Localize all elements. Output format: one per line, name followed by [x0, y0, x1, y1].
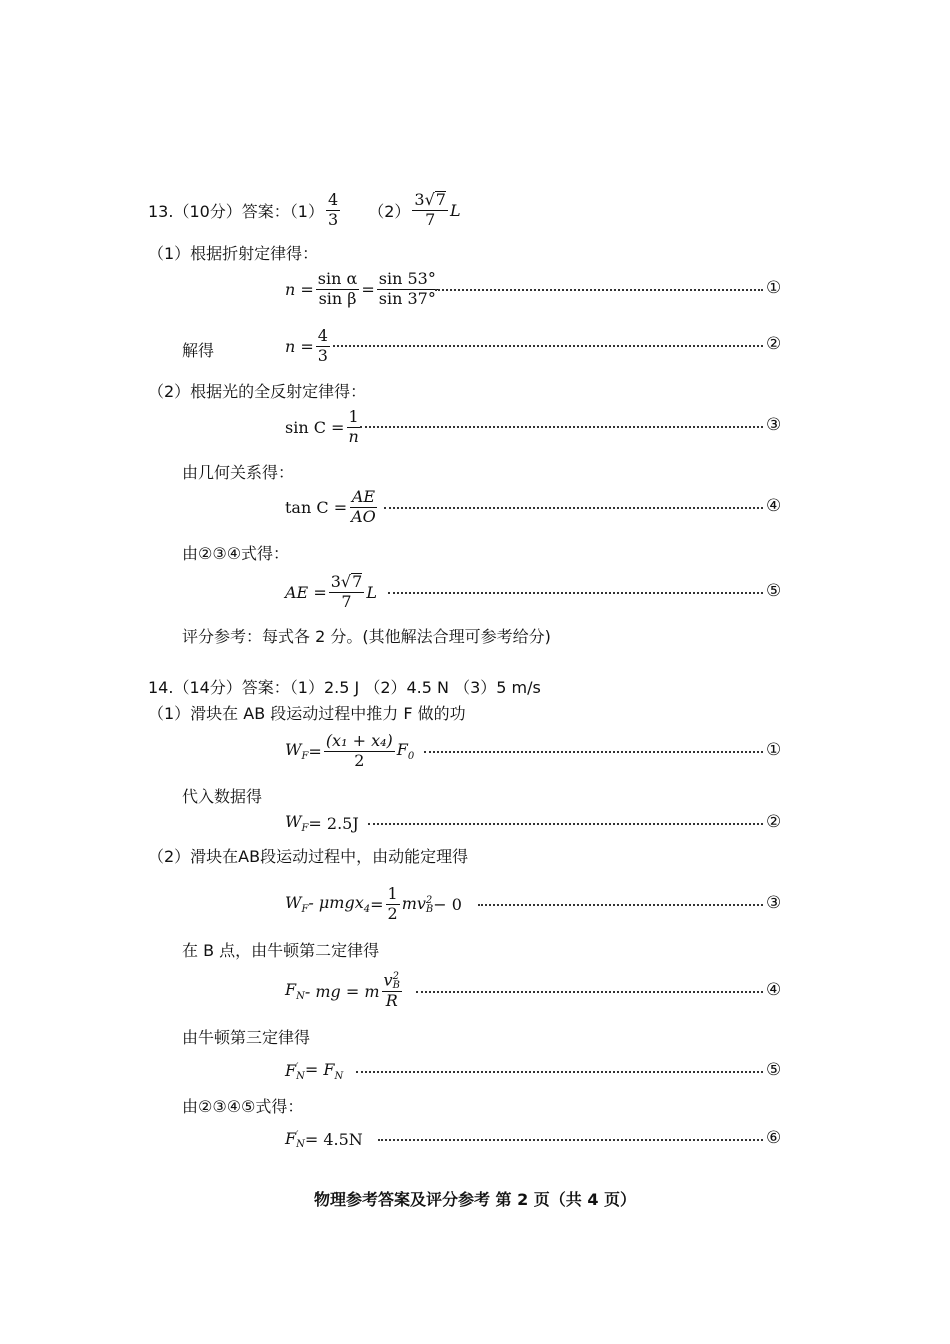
- q14-eq3-rhs-sup: 2: [425, 894, 433, 906]
- q14-eq5: [285, 1056, 343, 1086]
- sqrt-icon: √ 7: [424, 190, 446, 210]
- q13-eq3-num: 1: [348, 406, 359, 426]
- q14-eq4-lhs: [285, 980, 305, 1002]
- q13-solve-label: 解得: [182, 341, 215, 360]
- q14-eq3-equals: =: [370, 894, 384, 914]
- q14-eq1-equals: =: [308, 741, 322, 761]
- q13-answer2-label: （2）: [368, 201, 411, 221]
- q13-eq5-numerator: [329, 573, 365, 593]
- q14-eq2-marker: ②: [766, 812, 782, 832]
- q13-eq4-den: AO: [351, 506, 376, 526]
- q14-eq1-rhs: [397, 740, 414, 762]
- page-footer: 物理参考答案及评分参考 第 2 页（共 4 页）: [313, 1190, 637, 1209]
- q13-header-prefix: 13.（10分）答案：（1）: [148, 201, 324, 221]
- q13-eq5-marker: ⑤: [766, 581, 782, 601]
- q14-eq3-lhs-main: W: [285, 892, 302, 912]
- q14-eq4-num-main: v: [383, 970, 393, 990]
- q13-eq2-fraction: [316, 325, 330, 365]
- q14-part2-title: （2）滑块在AB段运动过程中，由动能定理得: [148, 847, 469, 866]
- q14-eq6: [285, 1124, 363, 1154]
- q14-eq3-lhs: [285, 893, 308, 915]
- q14-eq6-marker: ⑥: [766, 1128, 782, 1148]
- q14-eq3-rhs: [402, 894, 434, 914]
- q13-eq2-num: 4: [317, 325, 328, 345]
- q14-eq3-num: 1: [387, 883, 398, 903]
- q13-scoring-note: 评分参考：每式各 2 分。(其他解法合理可参考给分): [182, 627, 551, 646]
- q14-eq2-lhs-sub: F: [301, 823, 309, 835]
- q13-eq1-leader: [435, 289, 763, 291]
- q13-eq5-radicand: 7: [352, 572, 363, 592]
- q13-answer2-coef: 3: [414, 190, 425, 210]
- q14-combine-label: 由②③④⑤式得：: [182, 1097, 304, 1116]
- q13-answer2-denominator: 7: [425, 210, 436, 229]
- q13-header: [148, 188, 461, 232]
- q14-eq4-mid: - mg = m: [304, 981, 380, 1001]
- q14-eq3-den: 2: [387, 903, 398, 923]
- q14-eq4-lhs-main: F: [285, 979, 297, 999]
- q14-eq2-lhs: [285, 812, 308, 834]
- q13-eq1-f1-num: sin α: [317, 268, 358, 288]
- q13-eq1-f2-num: sin 53°: [378, 268, 436, 288]
- q13-eq4-lhs: tan C =: [285, 497, 348, 517]
- q14-eq4-den: R: [385, 991, 398, 1011]
- q14-eq1-fraction: [324, 730, 395, 770]
- q14-b-point-label: 在 B 点，由牛顿第二定律得: [182, 941, 380, 960]
- q14-eq6-lhs-main: F: [285, 1129, 297, 1149]
- q14-eq5-rhs-main: = F: [304, 1059, 335, 1079]
- q14-part1-title: （1）滑块在 AB 段运动过程中推力 F 做的功: [148, 704, 466, 723]
- q14-eq5-marker: ⑤: [766, 1060, 782, 1080]
- q14-eq2-rhs: = 2.5J: [308, 813, 359, 833]
- q13-eq2-lhs: n =: [285, 336, 314, 356]
- q14-subst-label: 代入数据得: [182, 787, 263, 806]
- q13-answer1-numerator: 4: [328, 189, 339, 209]
- q14-eq3-mid-main: - μmgx: [308, 892, 364, 912]
- q13-eq1-fraction1: [316, 268, 360, 308]
- q13-eq2: [285, 324, 332, 368]
- q13-eq3-den: n: [348, 426, 359, 446]
- q13-eq5-coef: 3: [330, 572, 341, 592]
- q14-eq4-lhs-sub: N: [296, 991, 305, 1003]
- q13-eq4-marker: ④: [766, 496, 782, 516]
- q14-eq6-lhs-sub: N: [296, 1138, 305, 1150]
- q14-eq1-rhs-main: F: [396, 739, 408, 759]
- q13-eq1-equals: =: [361, 279, 375, 299]
- q14-eq1-leader: [424, 751, 763, 753]
- q14-eq3-mid-sub: 4: [363, 904, 371, 916]
- q14-eq3-marker: ③: [766, 893, 782, 913]
- q14-eq5-lhs: [285, 1061, 305, 1081]
- q14-eq1-rhs-sub: 0: [407, 751, 415, 763]
- q13-eq5: [285, 568, 377, 616]
- q14-eq5-lhs-sub: N: [296, 1070, 305, 1082]
- q14-eq1-num: (x₁ + x₄): [325, 730, 393, 750]
- q13-answer2-radicand: 7: [435, 190, 446, 210]
- q13-geo-label: 由几何关系得：: [182, 463, 295, 482]
- q13-eq1-lhs: n =: [285, 279, 314, 299]
- q14-eq2-leader: [368, 823, 763, 825]
- q13-part1-title: （1）根据折射定律得：: [148, 244, 319, 263]
- q14-eq1-lhs-main: W: [285, 739, 302, 759]
- q14-eq1-marker: ①: [766, 740, 782, 760]
- q13-eq5-den: 7: [341, 592, 352, 611]
- q13-eq3: [285, 405, 363, 449]
- q13-eq1-fraction2: [377, 268, 438, 308]
- q13-eq5-unit: L: [366, 582, 377, 602]
- q13-answer2-unit: L: [449, 200, 461, 220]
- q13-eq1-f1-den: sin β: [318, 288, 357, 308]
- q14-eq3-rhs-sub: B: [425, 903, 434, 915]
- q14-eq5-rhs: [305, 1060, 343, 1082]
- q13-eq4: [285, 485, 380, 529]
- q14-eq3-mid: [308, 893, 370, 915]
- q13-eq3-leader: [360, 426, 763, 428]
- q14-eq4-leader: [416, 991, 763, 993]
- q13-eq5-fraction: [329, 573, 365, 611]
- q14-eq4-fraction: [382, 972, 402, 1010]
- q14-eq1-lhs-sub: F: [301, 751, 309, 763]
- q13-eq1-f2-den: sin 37°: [378, 288, 436, 308]
- q13-answer2-fraction: [412, 191, 448, 229]
- q13-eq4-leader: [384, 507, 763, 509]
- q13-eq4-fraction: [349, 486, 378, 526]
- q14-eq4-num-sub: B: [392, 980, 400, 992]
- q13-combine-label: 由②③④式得：: [182, 544, 290, 563]
- q14-eq2: [285, 810, 359, 836]
- q14-eq1-den: 2: [354, 750, 365, 770]
- q14-eq2-lhs-main: W: [285, 811, 302, 831]
- q13-answer1-denominator: 3: [328, 209, 339, 229]
- q13-eq3-marker: ③: [766, 415, 782, 435]
- q14-eq5-leader: [356, 1071, 763, 1073]
- q13-part2-title: （2）根据光的全反射定律得：: [148, 382, 367, 401]
- q14-eq3-tail: − 0: [433, 894, 462, 914]
- q13-eq2-den: 3: [317, 345, 328, 365]
- q14-eq6-prime: ′: [296, 1129, 299, 1141]
- q14-eq1-lhs: [285, 740, 308, 762]
- q13-answer1-fraction: [326, 189, 340, 229]
- q14-eq3: [285, 880, 462, 928]
- q13-eq3-fraction: [346, 406, 360, 446]
- q14-eq3-leader: [478, 904, 763, 906]
- q14-eq6-lhs: [285, 1129, 305, 1149]
- q14-eq6-leader: [378, 1139, 763, 1141]
- q14-eq4: [285, 966, 404, 1016]
- q14-eq4-marker: ④: [766, 980, 782, 1000]
- q14-eq4-num-sup: 2: [392, 971, 399, 983]
- q14-eq3-lhs-sub: F: [301, 904, 309, 916]
- q14-eq1: [285, 728, 414, 774]
- q13-eq4-num: AE: [351, 486, 376, 506]
- q14-eq4-num: [382, 972, 402, 992]
- q14-eq3-fraction: [386, 883, 400, 923]
- q13-eq5-lhs: AE =: [285, 582, 327, 602]
- q13-eq2-leader: [333, 345, 763, 347]
- q13-eq5-leader: [388, 592, 763, 594]
- q14-third-law-label: 由牛顿第三定律得: [182, 1028, 311, 1047]
- q14-header: 14.（14分）答案：（1）2.5 J （2）4.5 N （3）5 m/s: [148, 678, 541, 697]
- q13-eq2-marker: ②: [766, 334, 782, 354]
- q13-eq3-lhs: sin C =: [285, 417, 345, 437]
- q14-eq6-rhs: = 4.5N: [304, 1129, 363, 1149]
- q14-eq5-rhs-sub: N: [334, 1071, 344, 1083]
- q14-eq5-prime: ′: [296, 1061, 299, 1073]
- q13-answer2-numerator: [412, 191, 448, 211]
- q14-eq5-lhs-main: F: [285, 1061, 297, 1081]
- q14-eq3-rhs-main: mv: [401, 894, 426, 914]
- q13-eq1: [285, 267, 440, 311]
- sqrt-icon: √ 7: [340, 572, 363, 592]
- q13-eq1-marker: ①: [766, 278, 782, 298]
